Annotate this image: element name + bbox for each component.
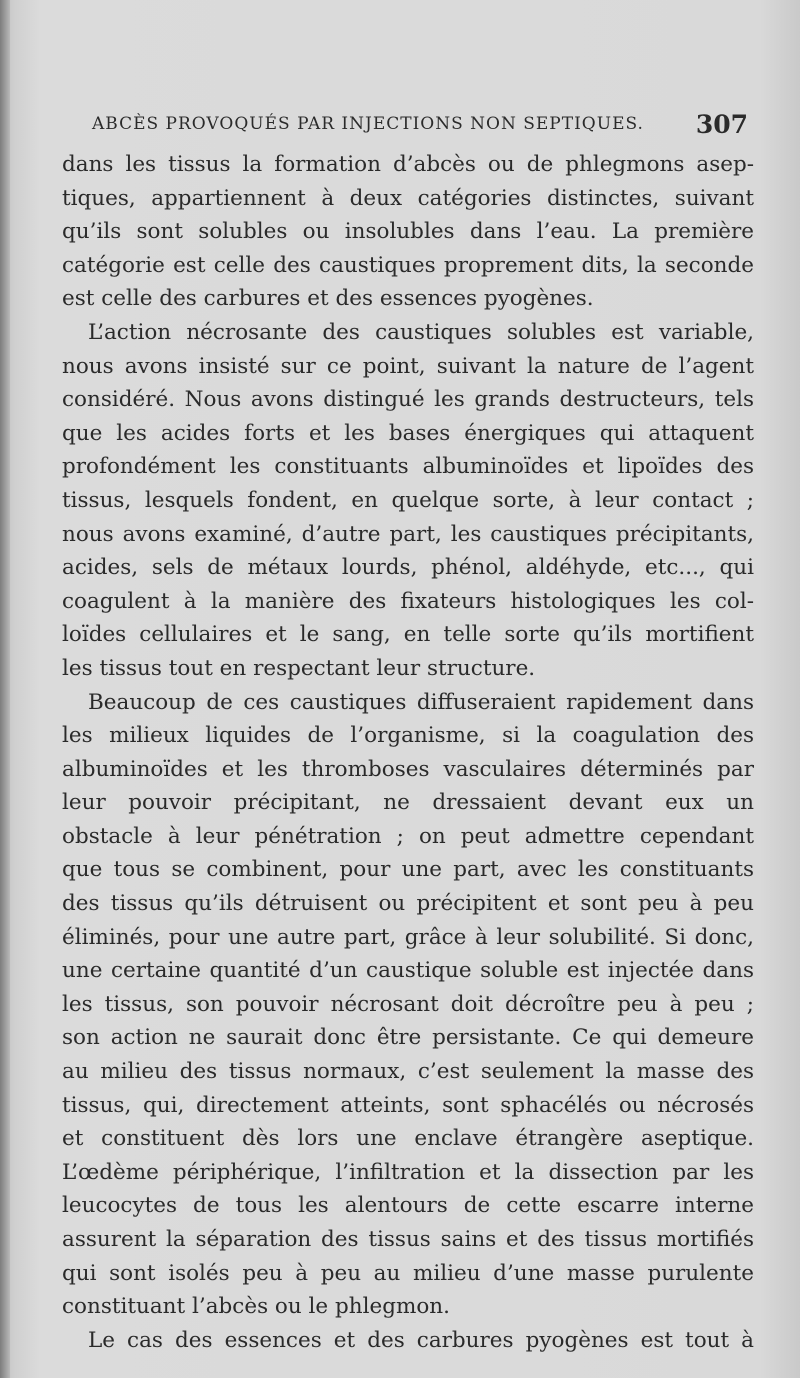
text-line: tissus, qui, directement atteints, sont sphacélés ou nécrosés <box>62 1092 754 1118</box>
text-line: nous avons insisté sur ce point, suivant la nature de l’agent <box>62 353 754 379</box>
text-line: les milieux liquides de l’organisme, si la coagulation des <box>62 723 754 749</box>
text-line: albuminoïdes et les thromboses vasculaires déterminés par <box>62 756 754 782</box>
running-header <box>92 110 748 140</box>
text-line: les tissus, son pouvoir nécrosant doit décroître peu à peu ; <box>62 991 754 1017</box>
paragraph-first-line: Beaucoup de ces caustiques diffuseraient rapidement dans <box>88 689 754 715</box>
text-line: et constituent dès lors une enclave étrangère aseptique. <box>62 1126 754 1152</box>
text-line: leur pouvoir précipitant, ne dressaient devant eux un <box>62 790 754 816</box>
text-line: tissus, lesquels fondent, en quelque sorte, à leur contact ; <box>62 487 754 513</box>
text-line: assurent la séparation des tissus sains et des tissus mortifiés <box>62 1227 754 1252</box>
text-line: qui sont isolés peu à peu au milieu d’une masse purulente <box>62 1260 754 1286</box>
text-line: obstacle à leur pénétration ; on peut admettre cependant <box>62 823 754 849</box>
text-line: qu’ils sont solubles ou insolubles dans l’eau. La première <box>62 219 754 245</box>
text-line: une certaine quantité d’un caustique soluble est injectée dans <box>62 958 754 984</box>
text-line: catégorie est celle des caustiques proprement dits, la seconde <box>62 252 754 278</box>
paragraph-first-line: L’action nécrosante des caustiques solubles est variable, <box>88 319 754 345</box>
text-line: est celle des carbures et des essences pyogènes. <box>62 286 594 312</box>
text-line: nous avons examiné, d’autre part, les caustiques précipitants, <box>62 521 754 547</box>
body-text <box>62 148 754 1357</box>
text-line: profondément les constituants albuminoïdes et lipoïdes des <box>62 454 754 480</box>
text-line: au milieu des tissus normaux, c’est seulement la masse des <box>62 1059 754 1085</box>
text-line: considéré. Nous avons distingué les grands destructeurs, tels <box>62 387 754 413</box>
running-header-title: ABCÈS PROVOQUÉS PAR INJECTIONS NON SEPTIQUES. <box>92 114 644 134</box>
text-line: acides, sels de métaux lourds, phénol, aldéhyde, etc..., qui <box>62 555 754 581</box>
paragraph-first-line: Le cas des essences et des carbures pyogènes est tout à <box>88 1327 754 1353</box>
text-line: éliminés, pour une autre part, grâce à leur solubilité. Si donc, <box>62 924 754 950</box>
text-line: coagulent à la manière des fixateurs histologiques les col- <box>62 588 754 614</box>
text-line: les tissus tout en respectant leur structure. <box>62 655 536 681</box>
text-line: que tous se combinent, pour une part, avec les constituants <box>62 857 754 883</box>
page-number: 307 <box>695 110 748 139</box>
text-line: des tissus qu’ils détruisent ou précipitent et sont peu à peu <box>62 891 754 917</box>
text-line: constituant l’abcès ou le phlegmon. <box>62 1294 450 1320</box>
scan-shadow-edge <box>0 0 10 1378</box>
text-line: loïdes cellulaires et le sang, en telle sorte qu’ils mortifient <box>62 622 754 648</box>
text-line: L’œdème périphérique, l’infiltration et la dissection par les <box>62 1159 754 1185</box>
text-line: que les acides forts et les bases énergiques qui attaquent <box>62 420 754 446</box>
text-line: leucocytes de tous les alentours de cette escarre interne <box>62 1193 754 1219</box>
text-line: son action ne saurait donc être persistante. Ce qui demeure <box>62 1025 754 1051</box>
text-line: dans les tissus la formation d’abcès ou de phlegmons asep- <box>62 152 754 177</box>
text-line: tiques, appartiennent à deux catégories distinctes, suivant <box>62 185 754 211</box>
